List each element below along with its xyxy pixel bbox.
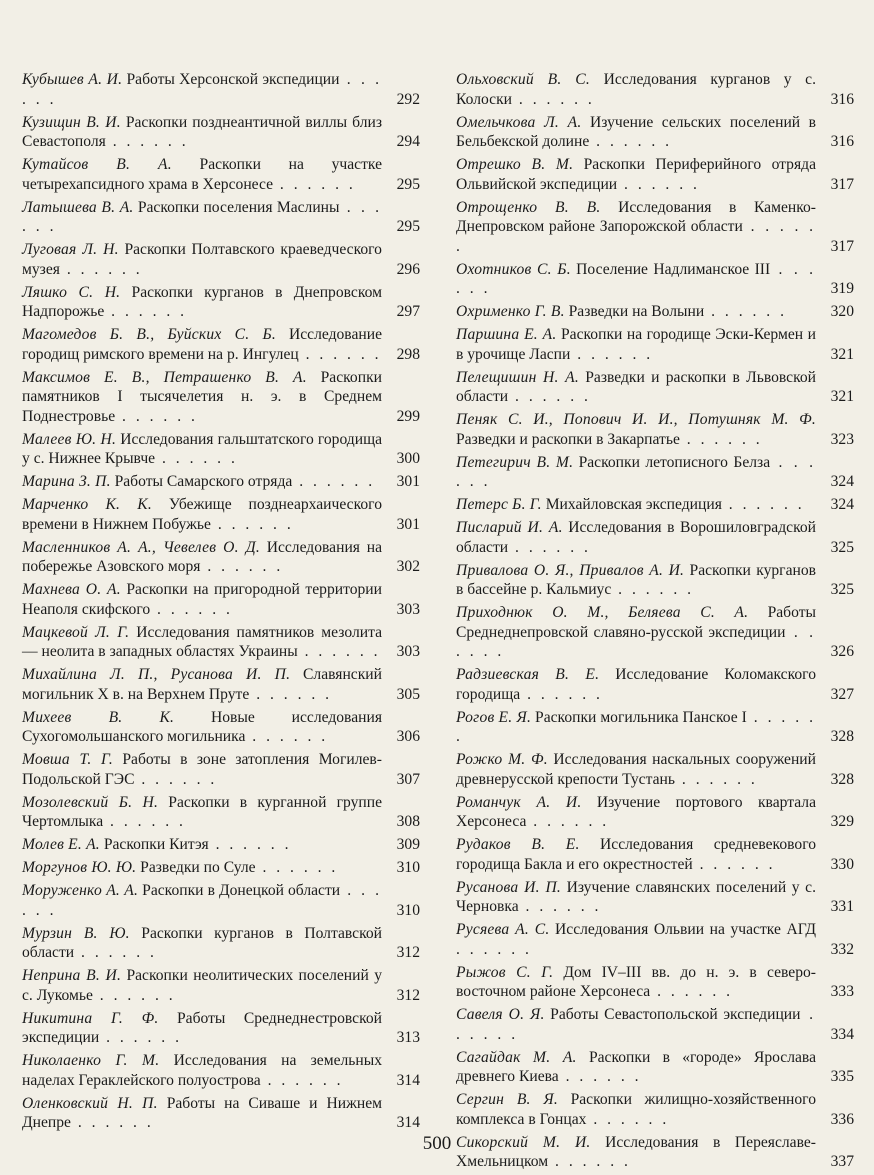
index-entry bbox=[456, 368, 854, 407]
entry-author: Ляшко С. Н. bbox=[22, 283, 121, 301]
entry-title: Работы Среднеднестровской экспедиции bbox=[22, 1009, 382, 1046]
entry-page-number: 314 bbox=[396, 1114, 420, 1131]
dot-leader: . . . . . . bbox=[586, 1110, 670, 1128]
entry-page-number: 313 bbox=[396, 1029, 420, 1046]
entry-title: Раскопки на участке четырехапсидного храма в Херсонесе bbox=[22, 156, 382, 193]
dot-leader: . . . . . . bbox=[456, 218, 817, 255]
entry-page-number: 309 bbox=[396, 836, 420, 853]
entry-author: Кубышев А. И. bbox=[22, 71, 123, 88]
entry-author: Пеняк С. И., Попович И. И., Потушняк М. Ф. bbox=[456, 411, 816, 428]
entry-author: Кутайсов В. А. bbox=[22, 156, 172, 173]
dot-leader: . . . . . . bbox=[456, 260, 817, 297]
dot-leader: . . . . . . bbox=[570, 345, 654, 363]
dot-leader: . . . . . . bbox=[548, 1153, 631, 1170]
dot-leader: . . . . . . bbox=[456, 623, 816, 660]
entry-page-number: 303 bbox=[396, 600, 420, 618]
index-entry bbox=[456, 302, 854, 322]
index-entry bbox=[456, 878, 854, 917]
index-entry bbox=[456, 453, 854, 492]
index-column-left bbox=[22, 70, 420, 1136]
entry-author: Пелещишин Н. А. bbox=[456, 368, 579, 386]
entry-page-number: 310 bbox=[396, 901, 420, 919]
entry-title: Разведки и раскопки в Львовской области bbox=[456, 368, 817, 405]
dot-leader: . . . . . . bbox=[617, 175, 700, 193]
index-entry bbox=[22, 368, 420, 427]
index-entry bbox=[456, 260, 854, 299]
index-entry bbox=[22, 1051, 420, 1090]
entry-author: Кузищин В. И. bbox=[22, 113, 121, 131]
entry-page-number: 301 bbox=[396, 473, 420, 490]
entry-title: Исследования памятников мезолита — неолита в западных областях Украины bbox=[22, 623, 382, 660]
dot-leader: . . . . . . bbox=[589, 133, 673, 150]
entry-author: Михеев В. К. bbox=[22, 708, 175, 726]
entry-title: Раскопки Полтавского краеведческого музея bbox=[22, 241, 382, 278]
entry-title: Разведки и раскопки в Закарпатье bbox=[456, 430, 680, 448]
index-entry bbox=[22, 858, 420, 878]
entry-author: Рожко М. Ф. bbox=[456, 751, 548, 768]
entry-title: Дом IV–III вв. до н. э. в северо-восточном районе Херсонеса bbox=[456, 963, 816, 1000]
dot-leader: . . . . . . bbox=[249, 685, 333, 703]
dot-leader: . . . . . . bbox=[704, 303, 787, 320]
entry-page-number: 317 bbox=[830, 175, 854, 193]
index-entry bbox=[22, 966, 420, 1005]
entry-author: Моруженко А. А. bbox=[22, 882, 139, 899]
entry-author: Приходнюк О. М., Беляева С. А. bbox=[456, 604, 749, 621]
dot-leader: . . . . . . bbox=[679, 430, 763, 448]
dot-leader: . . . . . . bbox=[558, 1068, 642, 1085]
entry-title: Раскопки на городище Эски-Кермен и в урочище Ласпи bbox=[456, 326, 816, 363]
entry-author: Мозолевский Б. Н. bbox=[22, 793, 159, 811]
index-entry bbox=[22, 538, 420, 577]
entry-title: Исследования в Каменко-Днепровском районе Запорожской области bbox=[456, 198, 816, 235]
dot-leader: . . . . . . bbox=[508, 538, 591, 556]
entry-page-number: 336 bbox=[830, 1110, 854, 1128]
index-entry bbox=[456, 410, 854, 449]
entry-page-number: 296 bbox=[396, 260, 420, 278]
index-entry bbox=[22, 580, 420, 619]
entry-author: Малеев Ю. Н. bbox=[22, 430, 117, 448]
entry-title: Разведки на Волыни bbox=[568, 303, 705, 320]
index-entry bbox=[456, 70, 854, 109]
entry-author: Русяева А. С. bbox=[456, 921, 550, 938]
entry-title: Раскопки в Донецкой области bbox=[142, 882, 341, 899]
dot-leader: . . . . . . bbox=[74, 944, 157, 961]
entry-page-number: 317 bbox=[830, 237, 854, 255]
entry-author: Мовша Т. Г. bbox=[22, 751, 114, 768]
entry-author: Неприна В. И. bbox=[22, 967, 122, 984]
entry-page-number: 323 bbox=[830, 430, 854, 448]
dot-leader: . . . . . . bbox=[134, 770, 218, 788]
index-entry bbox=[22, 472, 420, 492]
index-entry bbox=[22, 924, 420, 963]
entry-title: Раскопки Китэя bbox=[103, 836, 209, 853]
entry-page-number: 325 bbox=[830, 538, 854, 556]
entry-page-number: 300 bbox=[396, 450, 420, 467]
entry-page-number: 302 bbox=[396, 558, 420, 575]
entry-page-number: 303 bbox=[396, 643, 420, 660]
entry-page-number: 299 bbox=[396, 407, 420, 425]
dot-leader: . . . . . . bbox=[200, 558, 284, 575]
entry-page-number: 307 bbox=[396, 770, 420, 788]
dot-leader: . . . . . . bbox=[508, 388, 591, 405]
entry-title: Раскопки позднеантичной виллы близ Севастополя bbox=[22, 113, 382, 150]
entry-title: Раскопки курганов в бассейне р. Кальмиус bbox=[456, 561, 816, 598]
entry-title: Раскопки поселения Маслины bbox=[137, 198, 340, 216]
dot-leader: . . . . . . bbox=[456, 1006, 816, 1043]
entry-page-number: 310 bbox=[396, 859, 420, 876]
entry-author: Сагайдак М. А. bbox=[456, 1048, 577, 1066]
entry-title: Раскопки курганов в Днепровском Надпорожье bbox=[22, 283, 382, 320]
entry-title: Изучение портового квартала Херсонеса bbox=[456, 793, 816, 830]
dot-leader: . . . . . . bbox=[273, 175, 356, 193]
dot-leader: . . . . . . bbox=[456, 940, 532, 958]
entry-title: Исследования Ольвии на участке АГД bbox=[555, 921, 816, 938]
entry-author: Махнева О. А. bbox=[22, 581, 121, 598]
index-entry bbox=[456, 1005, 854, 1044]
entry-title: Славянский могильник X в. на Верхнем Пруте bbox=[22, 666, 382, 703]
entry-title: Исследования курганов у с. Колоски bbox=[456, 71, 816, 108]
index-entry bbox=[456, 113, 854, 152]
entry-page-number: 305 bbox=[396, 685, 420, 703]
index-entry bbox=[456, 1090, 854, 1129]
entry-page-number: 297 bbox=[396, 303, 420, 320]
entry-page-number: 328 bbox=[830, 770, 854, 788]
entry-page-number: 308 bbox=[396, 813, 420, 830]
entry-author: Писларий И. А. bbox=[456, 519, 563, 536]
index-entry bbox=[456, 518, 854, 557]
dot-leader: . . . . . . bbox=[292, 473, 376, 490]
entry-title: Поселение Надлиманское III bbox=[576, 260, 771, 278]
entry-author: Отрощенко В. В. bbox=[456, 198, 601, 216]
dot-leader: . . . . . . bbox=[22, 882, 382, 919]
dot-leader: . . . . . . bbox=[104, 303, 188, 320]
entry-page-number: 314 bbox=[396, 1071, 420, 1089]
entry-page-number: 325 bbox=[830, 581, 854, 598]
index-entry bbox=[22, 113, 420, 152]
entry-title: Работы в зоне затопления Могилев-Подольской ГЭС bbox=[22, 751, 382, 788]
entry-title: Работы Среднеднепровской славяно-русской экспедиции bbox=[456, 604, 816, 641]
entry-title: Работы на Сиваше и Нижнем Днепре bbox=[22, 1094, 382, 1131]
dot-leader: . . . . . . bbox=[208, 836, 292, 853]
index-entry bbox=[22, 155, 420, 194]
dot-leader: . . . . . . bbox=[99, 1029, 182, 1046]
dot-leader: . . . . . . bbox=[518, 898, 602, 915]
entry-author: Рыжов С. Г. bbox=[456, 963, 554, 981]
entry-author: Сергин В. Я. bbox=[456, 1091, 558, 1108]
entry-author: Магомедов Б. В., Буйских С. Б. bbox=[22, 326, 277, 343]
dot-leader: . . . . . . bbox=[512, 90, 595, 108]
entry-author: Марина З. П. bbox=[22, 473, 111, 490]
index-entry bbox=[456, 963, 854, 1002]
entry-title: Исследования в Переяславе-Хмельницком bbox=[456, 1133, 816, 1170]
index-entry bbox=[22, 623, 420, 662]
index-entry bbox=[22, 750, 420, 789]
dot-leader: . . . . . . bbox=[210, 515, 294, 533]
entry-title: Раскопки на пригородной территории Неаполя скифского bbox=[22, 581, 382, 618]
entry-author: Рудаков В. Е. bbox=[456, 836, 580, 853]
dot-leader: . . . . . . bbox=[456, 708, 816, 745]
entry-author: Максимов Е. В., Петрашенко В. А. bbox=[22, 368, 307, 386]
index-entry bbox=[22, 881, 420, 920]
dot-leader: . . . . . . bbox=[297, 643, 381, 660]
page-number: 500 bbox=[422, 1133, 452, 1154]
entry-title: Изучение сельских поселений в Бельбекской долине bbox=[456, 113, 816, 150]
entry-author: Масленников А. А., Чевелев О. Д. bbox=[22, 538, 260, 556]
entry-page-number: 294 bbox=[396, 133, 420, 150]
entry-author: Моргунов Ю. Ю. bbox=[22, 859, 137, 876]
index-column-right bbox=[456, 70, 854, 1175]
entry-page-number: 312 bbox=[396, 986, 420, 1004]
index-entry bbox=[22, 1009, 420, 1048]
entry-page-number: 321 bbox=[830, 345, 854, 363]
dot-leader: . . . . . . bbox=[92, 986, 176, 1004]
index-entry bbox=[456, 603, 854, 662]
dot-leader: . . . . . . bbox=[22, 71, 383, 108]
entry-page-number: 328 bbox=[830, 728, 854, 745]
entry-author: Ольховский В. С. bbox=[456, 71, 590, 88]
entry-author: Луговая Л. Н. bbox=[22, 241, 119, 258]
index-entry bbox=[22, 283, 420, 322]
entry-page-number: 324 bbox=[830, 473, 854, 490]
index-entry bbox=[456, 495, 854, 515]
dot-leader: . . . . . . bbox=[255, 859, 339, 876]
entry-page-number: 320 bbox=[830, 303, 854, 320]
entry-page-number: 335 bbox=[830, 1068, 854, 1085]
entry-page-number: 326 bbox=[830, 643, 854, 660]
index-entry bbox=[456, 793, 854, 832]
dot-leader: . . . . . . bbox=[260, 1071, 344, 1089]
dot-leader: . . . . . . bbox=[692, 855, 776, 873]
dot-leader: . . . . . . bbox=[59, 260, 143, 278]
entry-title: Исследования средневекового городища Бакла и его окрестностей bbox=[456, 836, 816, 873]
dot-leader: . . . . . . bbox=[115, 407, 198, 425]
entry-title: Изучение славянских поселений у с. Черновка bbox=[456, 878, 816, 915]
entry-author: Сикорский М. И. bbox=[456, 1133, 591, 1151]
index-entry bbox=[456, 750, 854, 789]
entry-author: Марченко К. К. bbox=[22, 496, 152, 513]
entry-title: Михайловская экспедиция bbox=[545, 496, 722, 513]
index-entry bbox=[456, 920, 854, 959]
index-entry bbox=[456, 708, 854, 747]
entry-page-number: 327 bbox=[830, 685, 854, 703]
entry-page-number: 295 bbox=[396, 218, 420, 235]
entry-author: Охрименко Г. В. bbox=[456, 303, 565, 320]
entry-page-number: 295 bbox=[396, 175, 420, 193]
entry-page-number: 319 bbox=[830, 280, 854, 297]
entry-author: Радзиевская В. Е. bbox=[456, 666, 600, 683]
entry-author: Рогов Е. Я. bbox=[456, 708, 532, 726]
entry-title: Исследования гальштатского городища у с. Нижнее Крывче bbox=[22, 430, 382, 467]
entry-title: Исследование Коломакского городища bbox=[456, 666, 816, 703]
dot-leader: . . . . . . bbox=[650, 983, 734, 1000]
entry-author: Русанова И. П. bbox=[456, 878, 562, 896]
entry-title: Раскопки неолитических поселений у с. Лукомье bbox=[22, 967, 382, 1004]
index-entry bbox=[456, 665, 854, 704]
entry-author: Петегирич В. М. bbox=[456, 453, 574, 471]
entry-title: Работы Херсонской экспедиции bbox=[126, 71, 340, 88]
entry-page-number: 316 bbox=[830, 133, 854, 150]
entry-title: Работы Севастопольской экспедиции bbox=[550, 1006, 801, 1023]
entry-title: Исследования наскальных сооружений древнерусской крепости Тустань bbox=[456, 751, 816, 788]
entry-page-number: 301 bbox=[396, 515, 420, 533]
index-entry bbox=[456, 561, 854, 600]
dot-leader: . . . . . . bbox=[611, 581, 695, 598]
index-entry bbox=[456, 155, 854, 194]
entry-author: Михайлина Л. П., Русанова И. П. bbox=[22, 666, 291, 683]
index-entry bbox=[456, 1048, 854, 1087]
dot-leader: . . . . . . bbox=[526, 813, 610, 830]
entry-title: Исследования в Ворошиловградской области bbox=[456, 519, 816, 556]
entry-title: Исследования на земельных наделах Гераклейского полуострова bbox=[22, 1052, 383, 1089]
dot-leader: . . . . . . bbox=[150, 600, 233, 618]
index-entry bbox=[22, 708, 420, 747]
entry-author: Петерс Б. Г. bbox=[456, 496, 542, 513]
entry-page-number: 332 bbox=[830, 940, 854, 958]
entry-page-number: 321 bbox=[830, 388, 854, 405]
dot-leader: . . . . . . bbox=[70, 1114, 154, 1131]
dot-leader: . . . . . . bbox=[675, 770, 758, 788]
entry-author: Привалова О. Я., Привалов А. И. bbox=[456, 561, 685, 579]
entry-title: Убежище позднеархаического времени в Нижнем Побужье bbox=[22, 496, 382, 533]
index-entry bbox=[22, 1094, 420, 1133]
entry-page-number: 316 bbox=[830, 90, 854, 108]
entry-author: Никитина Г. Ф. bbox=[22, 1009, 159, 1027]
entry-title: Исследования на побережье Азовского моря bbox=[22, 538, 382, 575]
entry-author: Отрешко В. М. bbox=[456, 156, 574, 173]
index-entry bbox=[22, 325, 420, 364]
index-entry bbox=[22, 430, 420, 469]
entry-page-number: 333 bbox=[830, 983, 854, 1000]
index-entry bbox=[22, 240, 420, 279]
entry-title: Раскопки жилищно-хозяйственного комплекса в Гонцах bbox=[456, 1091, 816, 1128]
entry-page-number: 298 bbox=[396, 345, 420, 363]
entry-title: Работы Самарского отряда bbox=[114, 473, 293, 490]
entry-author: Мурзин В. Ю. bbox=[22, 924, 130, 942]
index-entry bbox=[22, 665, 420, 704]
entry-title: Раскопки Периферийного отряда Ольвийской экспедиции bbox=[456, 156, 816, 193]
dot-leader: . . . . . . bbox=[22, 198, 383, 235]
entry-author: Охотников С. Б. bbox=[456, 260, 571, 278]
index-entry bbox=[456, 325, 854, 364]
entry-page-number: 337 bbox=[830, 1153, 854, 1170]
dot-leader: . . . . . . bbox=[103, 813, 186, 830]
dot-leader: . . . . . . bbox=[105, 133, 189, 150]
index-entry bbox=[22, 495, 420, 534]
dot-leader: . . . . . . bbox=[298, 345, 382, 363]
dot-leader: . . . . . . bbox=[155, 450, 238, 467]
entry-page-number: 329 bbox=[830, 813, 854, 830]
entry-page-number: 331 bbox=[830, 898, 854, 915]
entry-title: Новые исследования Сухогомольшанского могильника bbox=[22, 708, 382, 745]
entry-author: Мацкевой Л. Г. bbox=[22, 623, 130, 641]
entry-title: Раскопки курганов в Полтавской области bbox=[22, 924, 382, 961]
entry-page-number: 330 bbox=[830, 855, 854, 873]
dot-leader: . . . . . . bbox=[520, 685, 603, 703]
index-entry bbox=[456, 198, 854, 257]
entry-author: Савеля О. Я. bbox=[456, 1006, 545, 1023]
entry-author: Николаенко Г. М. bbox=[22, 1052, 160, 1069]
entry-author: Романчук А. И. bbox=[456, 793, 582, 811]
entry-title: Исследование городищ римского времени на р. Ингулец bbox=[22, 326, 382, 363]
index-entry bbox=[22, 835, 420, 855]
entry-title: Раскопки в курганной группе Чертомлыка bbox=[22, 793, 382, 830]
index-entry bbox=[22, 793, 420, 832]
entry-author: Омельчкова Л. А. bbox=[456, 113, 582, 131]
entry-page-number: 312 bbox=[396, 944, 420, 961]
entry-author: Паршина Е. А. bbox=[456, 326, 557, 343]
entry-page-number: 292 bbox=[396, 90, 420, 108]
dot-leader: . . . . . . bbox=[456, 453, 816, 490]
entry-page-number: 306 bbox=[396, 728, 420, 745]
index-entry bbox=[22, 198, 420, 237]
entry-title: Раскопки летописного Белза bbox=[578, 453, 771, 471]
index-entry bbox=[22, 70, 420, 109]
entry-author: Молев Е. А. bbox=[22, 836, 100, 853]
entry-title: Раскопки памятников I тысячелетия н. э. в Среднем Поднестровье bbox=[22, 368, 382, 425]
entry-page-number: 334 bbox=[830, 1025, 854, 1043]
entry-title: Раскопки могильника Панское I bbox=[535, 708, 747, 726]
entry-author: Латышева В. А. bbox=[22, 198, 134, 216]
index-entry bbox=[456, 835, 854, 874]
entry-page-number: 324 bbox=[830, 496, 854, 513]
entry-title: Раскопки в «городе» Ярослава древнего Киева bbox=[456, 1048, 817, 1085]
dot-leader: . . . . . . bbox=[721, 496, 805, 513]
entry-title: Разведки по Суле bbox=[140, 859, 256, 876]
entry-author: Оленковский Н. П. bbox=[22, 1094, 158, 1112]
dot-leader: . . . . . . bbox=[245, 728, 329, 745]
